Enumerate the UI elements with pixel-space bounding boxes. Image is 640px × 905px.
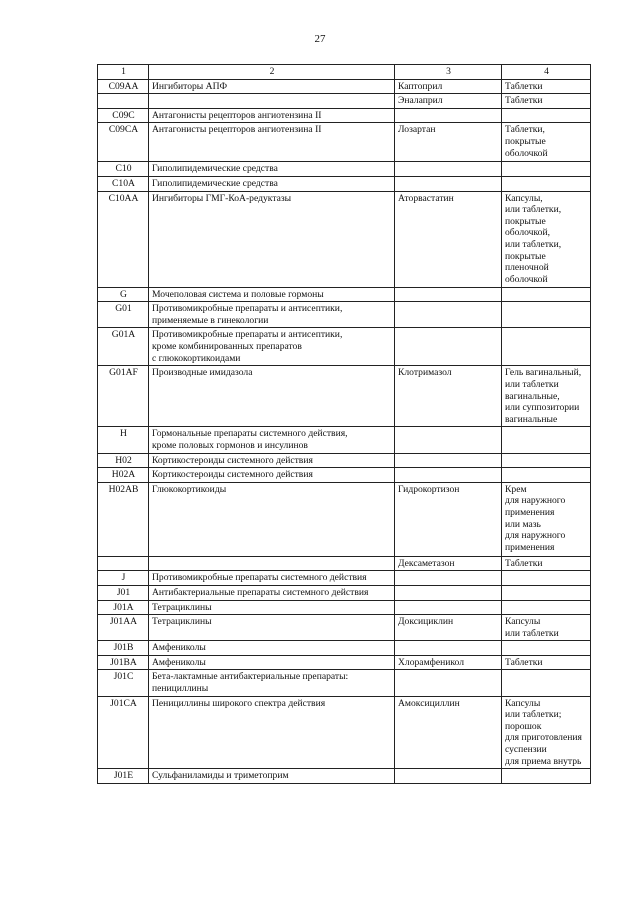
cell-code: C09CA (98, 123, 149, 162)
cell-group-name: Гормональные препараты системного действия, кроме половых гормонов и инсулинов (149, 427, 395, 453)
cell-group-name: Производные имидазола (149, 366, 395, 427)
cell-group-name: Тетрациклины (149, 615, 395, 641)
cell-group-name: Пенициллины широкого спектра действия (149, 696, 395, 769)
table-row (98, 108, 591, 123)
cell-dosage-form (502, 162, 591, 177)
cell-code: J01A (98, 600, 149, 615)
table-row (98, 696, 591, 769)
cell-code: J01AA (98, 615, 149, 641)
cell-dosage-form: Таблетки (502, 556, 591, 571)
cell-group-name: Сульфаниламиды и триметоприм (149, 769, 395, 784)
table-row (98, 176, 591, 191)
cell-dosage-form (502, 176, 591, 191)
cell-group-name: Амфениколы (149, 655, 395, 670)
cell-drug-name (395, 641, 502, 656)
table-body (98, 65, 591, 784)
cell-group-name: Кортикостероиды системного действия (149, 468, 395, 483)
cell-dosage-form: Капсулы, или таблетки, покрытые оболочкой, или таблетки, покрытые пленочной оболочкой (502, 191, 591, 287)
cell-dosage-form (502, 468, 591, 483)
cell-dosage-form (502, 641, 591, 656)
cell-dosage-form: Капсулы или таблетки; порошок для приготовления суспензии для приема внутрь (502, 696, 591, 769)
header-cell-code: 1 (98, 65, 149, 80)
cell-code: J01BA (98, 655, 149, 670)
cell-group-name: Гиполипидемические средства (149, 176, 395, 191)
cell-drug-name: Каптоприл (395, 79, 502, 94)
cell-drug-name (395, 108, 502, 123)
cell-group-name: Противомикробные препараты и антисептики, применяемые в гинекологии (149, 302, 395, 328)
table-row (98, 453, 591, 468)
table-row (98, 585, 591, 600)
cell-dosage-form (502, 287, 591, 302)
cell-code: H02 (98, 453, 149, 468)
cell-code: C09C (98, 108, 149, 123)
cell-drug-name: Дексаметазон (395, 556, 502, 571)
cell-drug-name (395, 670, 502, 696)
cell-drug-name (395, 287, 502, 302)
cell-group-name: Тетрациклины (149, 600, 395, 615)
cell-code: J01E (98, 769, 149, 784)
cell-drug-name: Гидрокортизон (395, 482, 502, 556)
cell-drug-name: Амоксициллин (395, 696, 502, 769)
table-row (98, 670, 591, 696)
table-row (98, 600, 591, 615)
header-cell-drug: 3 (395, 65, 502, 80)
cell-drug-name (395, 176, 502, 191)
cell-drug-name (395, 328, 502, 366)
cell-code (98, 556, 149, 571)
cell-drug-name (395, 571, 502, 586)
table-row (98, 366, 591, 427)
cell-drug-name: Доксициклин (395, 615, 502, 641)
cell-dosage-form (502, 108, 591, 123)
table-row (98, 302, 591, 328)
drug-list-table (97, 64, 591, 784)
cell-dosage-form: Капсулы или таблетки (502, 615, 591, 641)
cell-dosage-form: Таблетки (502, 655, 591, 670)
cell-dosage-form: Гель вагинальный, или таблетки вагинальные, или суппозитории вагинальные (502, 366, 591, 427)
cell-drug-name: Лозартан (395, 123, 502, 162)
cell-drug-name (395, 585, 502, 600)
cell-code: J (98, 571, 149, 586)
header-cell-form: 4 (502, 65, 591, 80)
table-header-row (98, 65, 591, 80)
cell-code: J01B (98, 641, 149, 656)
cell-group-name: Бета-лактамные антибактериальные препараты: пенициллины (149, 670, 395, 696)
cell-code: G01A (98, 328, 149, 366)
cell-code: J01C (98, 670, 149, 696)
cell-group-name: Антагонисты рецепторов ангиотензина II (149, 108, 395, 123)
cell-dosage-form (502, 600, 591, 615)
table-row (98, 123, 591, 162)
table-row (98, 468, 591, 483)
cell-group-name: Ингибиторы АПФ (149, 79, 395, 94)
cell-drug-name (395, 468, 502, 483)
cell-group-name: Глюкокортикоиды (149, 482, 395, 556)
table-row (98, 328, 591, 366)
table-row (98, 655, 591, 670)
cell-dosage-form (502, 670, 591, 696)
cell-code: H (98, 427, 149, 453)
cell-drug-name (395, 427, 502, 453)
header-cell-name: 2 (149, 65, 395, 80)
table-row (98, 94, 591, 109)
cell-group-name: Противомикробные препараты системного действия (149, 571, 395, 586)
cell-code: G01 (98, 302, 149, 328)
cell-drug-name (395, 453, 502, 468)
cell-code: C09AA (98, 79, 149, 94)
table-row (98, 162, 591, 177)
cell-code: C10A (98, 176, 149, 191)
cell-group-name: Мочеполовая система и половые гормоны (149, 287, 395, 302)
cell-dosage-form (502, 571, 591, 586)
cell-code: G01AF (98, 366, 149, 427)
table-row (98, 191, 591, 287)
cell-code (98, 94, 149, 109)
table-row (98, 482, 591, 556)
table-row (98, 556, 591, 571)
cell-dosage-form (502, 585, 591, 600)
cell-code: J01CA (98, 696, 149, 769)
table-row (98, 427, 591, 453)
cell-group-name: Антагонисты рецепторов ангиотензина II (149, 123, 395, 162)
cell-group-name: Противомикробные препараты и антисептики, кроме комбинированных препаратов с глюкокортикоидами (149, 328, 395, 366)
table-row (98, 287, 591, 302)
cell-drug-name (395, 600, 502, 615)
table-row (98, 769, 591, 784)
cell-dosage-form: Крем для наружного применения или мазь для наружного применения (502, 482, 591, 556)
page-number: 27 (314, 33, 326, 45)
table-row (98, 571, 591, 586)
cell-drug-name (395, 302, 502, 328)
cell-dosage-form (502, 328, 591, 366)
cell-code: C10 (98, 162, 149, 177)
cell-drug-name: Хлорамфеникол (395, 655, 502, 670)
cell-group-name: Амфениколы (149, 641, 395, 656)
cell-code: C10AA (98, 191, 149, 287)
cell-group-name: Гиполипидемические средства (149, 162, 395, 177)
cell-group-name (149, 94, 395, 109)
cell-group-name: Кортикостероиды системного действия (149, 453, 395, 468)
table-row (98, 641, 591, 656)
cell-drug-name (395, 162, 502, 177)
table-row (98, 79, 591, 94)
cell-group-name: Ингибиторы ГМГ-КоА-редуктазы (149, 191, 395, 287)
cell-code: H02A (98, 468, 149, 483)
cell-dosage-form: Таблетки (502, 94, 591, 109)
cell-dosage-form (502, 427, 591, 453)
cell-code: H02AB (98, 482, 149, 556)
cell-dosage-form (502, 769, 591, 784)
cell-code: G (98, 287, 149, 302)
cell-drug-name: Клотримазол (395, 366, 502, 427)
cell-code: J01 (98, 585, 149, 600)
cell-dosage-form (502, 453, 591, 468)
cell-drug-name (395, 769, 502, 784)
cell-dosage-form (502, 302, 591, 328)
cell-group-name: Антибактериальные препараты системного действия (149, 585, 395, 600)
cell-drug-name: Аторвастатин (395, 191, 502, 287)
cell-dosage-form: Таблетки, покрытые оболочкой (502, 123, 591, 162)
table-row (98, 615, 591, 641)
cell-group-name (149, 556, 395, 571)
cell-dosage-form: Таблетки (502, 79, 591, 94)
cell-drug-name: Эналаприл (395, 94, 502, 109)
